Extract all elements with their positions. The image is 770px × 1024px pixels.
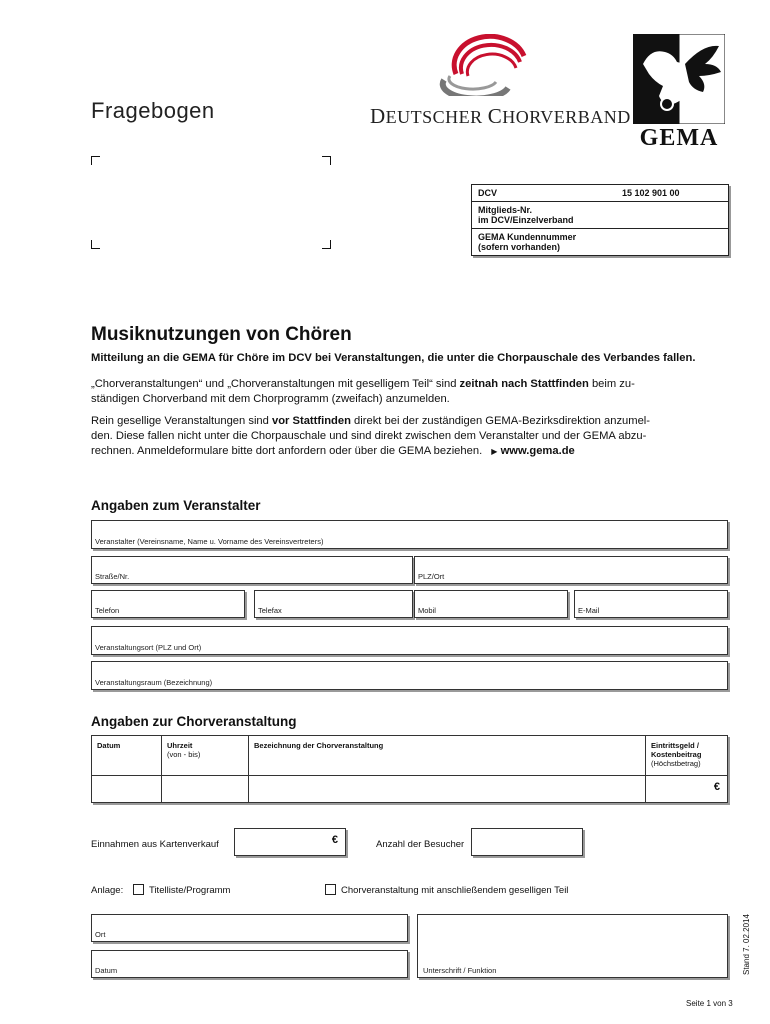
strasse-field[interactable] [91, 556, 413, 584]
p1-bold: zeitnah nach Stattfinden [459, 378, 589, 390]
member-number-label: Mitglieds-Nr. [478, 205, 533, 215]
p2-bold: vor Stattfinden [272, 415, 351, 427]
veranstalter-label: Veranstalter (Vereinsname, Name u. Vorname des Vereinsvertreters) [95, 537, 324, 546]
dcv-row [472, 185, 728, 202]
ort-label: Ort [95, 930, 106, 939]
col-uhrzeit-sublabel: (von - bis) [167, 750, 201, 759]
eintritt-input[interactable] [646, 776, 727, 802]
eintritt-euro-sign: € [713, 781, 720, 793]
geselliger-teil-label: Chorveranstaltung mit anschließendem geselligen Teil [341, 885, 569, 896]
mobil-field[interactable] [414, 590, 568, 618]
uhrzeit-input[interactable] [162, 776, 248, 802]
p2-line3: rechnen. Anmeldeformulare bitte dort anfordern oder über die GEMA beziehen. [91, 445, 483, 457]
titelliste-checkbox[interactable] [133, 884, 144, 895]
col-uhrzeit-label: Uhrzeit [167, 741, 193, 750]
col-eintritt-label-1: Eintrittsgeld / [651, 741, 699, 750]
gema-customer-number-sublabel: (sofern vorhanden) [478, 242, 561, 252]
address-corner-br [322, 240, 331, 249]
address-corner-tl [91, 156, 100, 165]
email-field[interactable] [574, 590, 728, 618]
veranstalter-field[interactable] [91, 520, 728, 549]
telefon-label: Telefon [95, 606, 120, 615]
datum-field[interactable] [91, 950, 408, 978]
paragraph-2 [91, 414, 731, 459]
gema-logo [633, 34, 725, 151]
main-heading: Musiknutzungen von Chören [91, 324, 352, 345]
geselliger-teil-checkbox[interactable] [325, 884, 336, 895]
address-corner-bl [91, 240, 100, 249]
einnahmen-field[interactable] [234, 828, 346, 856]
besucher-field[interactable] [471, 828, 583, 856]
arrow-right-icon: ▶ [491, 447, 498, 456]
besucher-label: Anzahl der Besucher [376, 839, 465, 850]
anlage-label: Anlage: [91, 885, 124, 896]
p2-text-b: direkt bei der zuständigen GEMA-Bezirksdirektion anzumel- [350, 415, 651, 427]
datum-label: Datum [95, 966, 118, 975]
datum-input[interactable] [92, 776, 161, 802]
veranstaltungsraum-field[interactable] [91, 661, 728, 690]
p1-text-a: „Chorveranstaltungen“ und „Chorveranstaltungen mit geselligem Teil“ sind [91, 378, 460, 390]
member-number-row[interactable] [472, 202, 728, 229]
address-corner-tr [322, 156, 331, 165]
paragraph-1 [91, 377, 731, 407]
section-heading-chorveranstaltung: Angaben zur Chorveranstaltung [91, 714, 297, 729]
unterschrift-label: Unterschrift / Funktion [423, 966, 497, 975]
dcv-label: DCV [478, 188, 498, 198]
veranstaltungsraum-label: Veranstaltungsraum (Bezeichnung) [95, 678, 213, 687]
einnahmen-euro-sign: € [331, 834, 338, 846]
col-eintritt-label-2: Kostenbeitrag [651, 750, 702, 759]
p2-line2: den. Diese fallen nicht unter die Chorpauschale und sind direkt zwischen dem Veranstalter und der GEMA abzu- [91, 430, 647, 442]
stand-date: Stand 7. 02.2014 [742, 914, 751, 975]
page-number: Seite 1 von 3 [686, 999, 733, 1008]
gema-logo-text: GEMA [639, 125, 719, 151]
telefon-field[interactable] [91, 590, 245, 618]
plz-ort-label: PLZ/Ort [418, 572, 445, 581]
col-uhrzeit [167, 741, 200, 759]
gema-customer-number-label: GEMA Kundennummer [478, 232, 577, 242]
dcv-logo-icon [436, 34, 536, 96]
unterschrift-field[interactable] [417, 914, 728, 978]
bezeichnung-input[interactable] [249, 776, 645, 802]
p1-line2: ständigen Chorverband mit dem Chorprogramm (zweifach) anzumelden. [91, 393, 450, 405]
plz-ort-field[interactable] [414, 556, 728, 584]
col-datum: Datum [97, 741, 121, 750]
gema-link[interactable]: www.gema.de [500, 445, 575, 457]
strasse-label: Straße/Nr. [95, 572, 130, 581]
mobil-label: Mobil [418, 606, 436, 615]
telefax-label: Telefax [258, 606, 282, 615]
gema-customer-number-row[interactable] [472, 229, 728, 255]
telefax-field[interactable] [254, 590, 413, 618]
titelliste-label: Titelliste/Programm [149, 885, 231, 896]
veranstaltungsort-label: Veranstaltungsort (PLZ und Ort) [95, 643, 202, 652]
col-eintritt-label-3: (Höchstbetrag) [651, 759, 701, 768]
gema-pegasus-icon [633, 34, 725, 124]
p1-text-b: beim zu- [588, 378, 635, 390]
member-number-sublabel: im DCV/Einzelverband [478, 215, 574, 225]
dcv-logo-text: DEUTSCHER CHORVERBAND [370, 104, 631, 128]
ort-field[interactable] [91, 914, 408, 942]
p2-text-a: Rein gesellige Veranstaltungen sind [91, 415, 272, 427]
col-bezeichnung: Bezeichnung der Chorveranstaltung [254, 741, 384, 750]
lead-text: Mitteilung an die GEMA für Chöre im DCV bei Veranstaltungen, die unter die Chorpauschale des Verbandes fallen. [91, 352, 696, 364]
email-label: E-Mail [578, 606, 600, 615]
einnahmen-label: Einnahmen aus Kartenverkauf [91, 839, 219, 850]
dcv-number: 15 102 901 00 [622, 188, 680, 198]
col-eintritt [651, 741, 701, 768]
dcv-number-box [471, 184, 729, 256]
form-title: Fragebogen [91, 98, 215, 123]
chorveranstaltung-table [91, 735, 728, 803]
section-heading-veranstalter: Angaben zum Veranstalter [91, 498, 261, 513]
veranstaltungsort-field[interactable] [91, 626, 728, 655]
